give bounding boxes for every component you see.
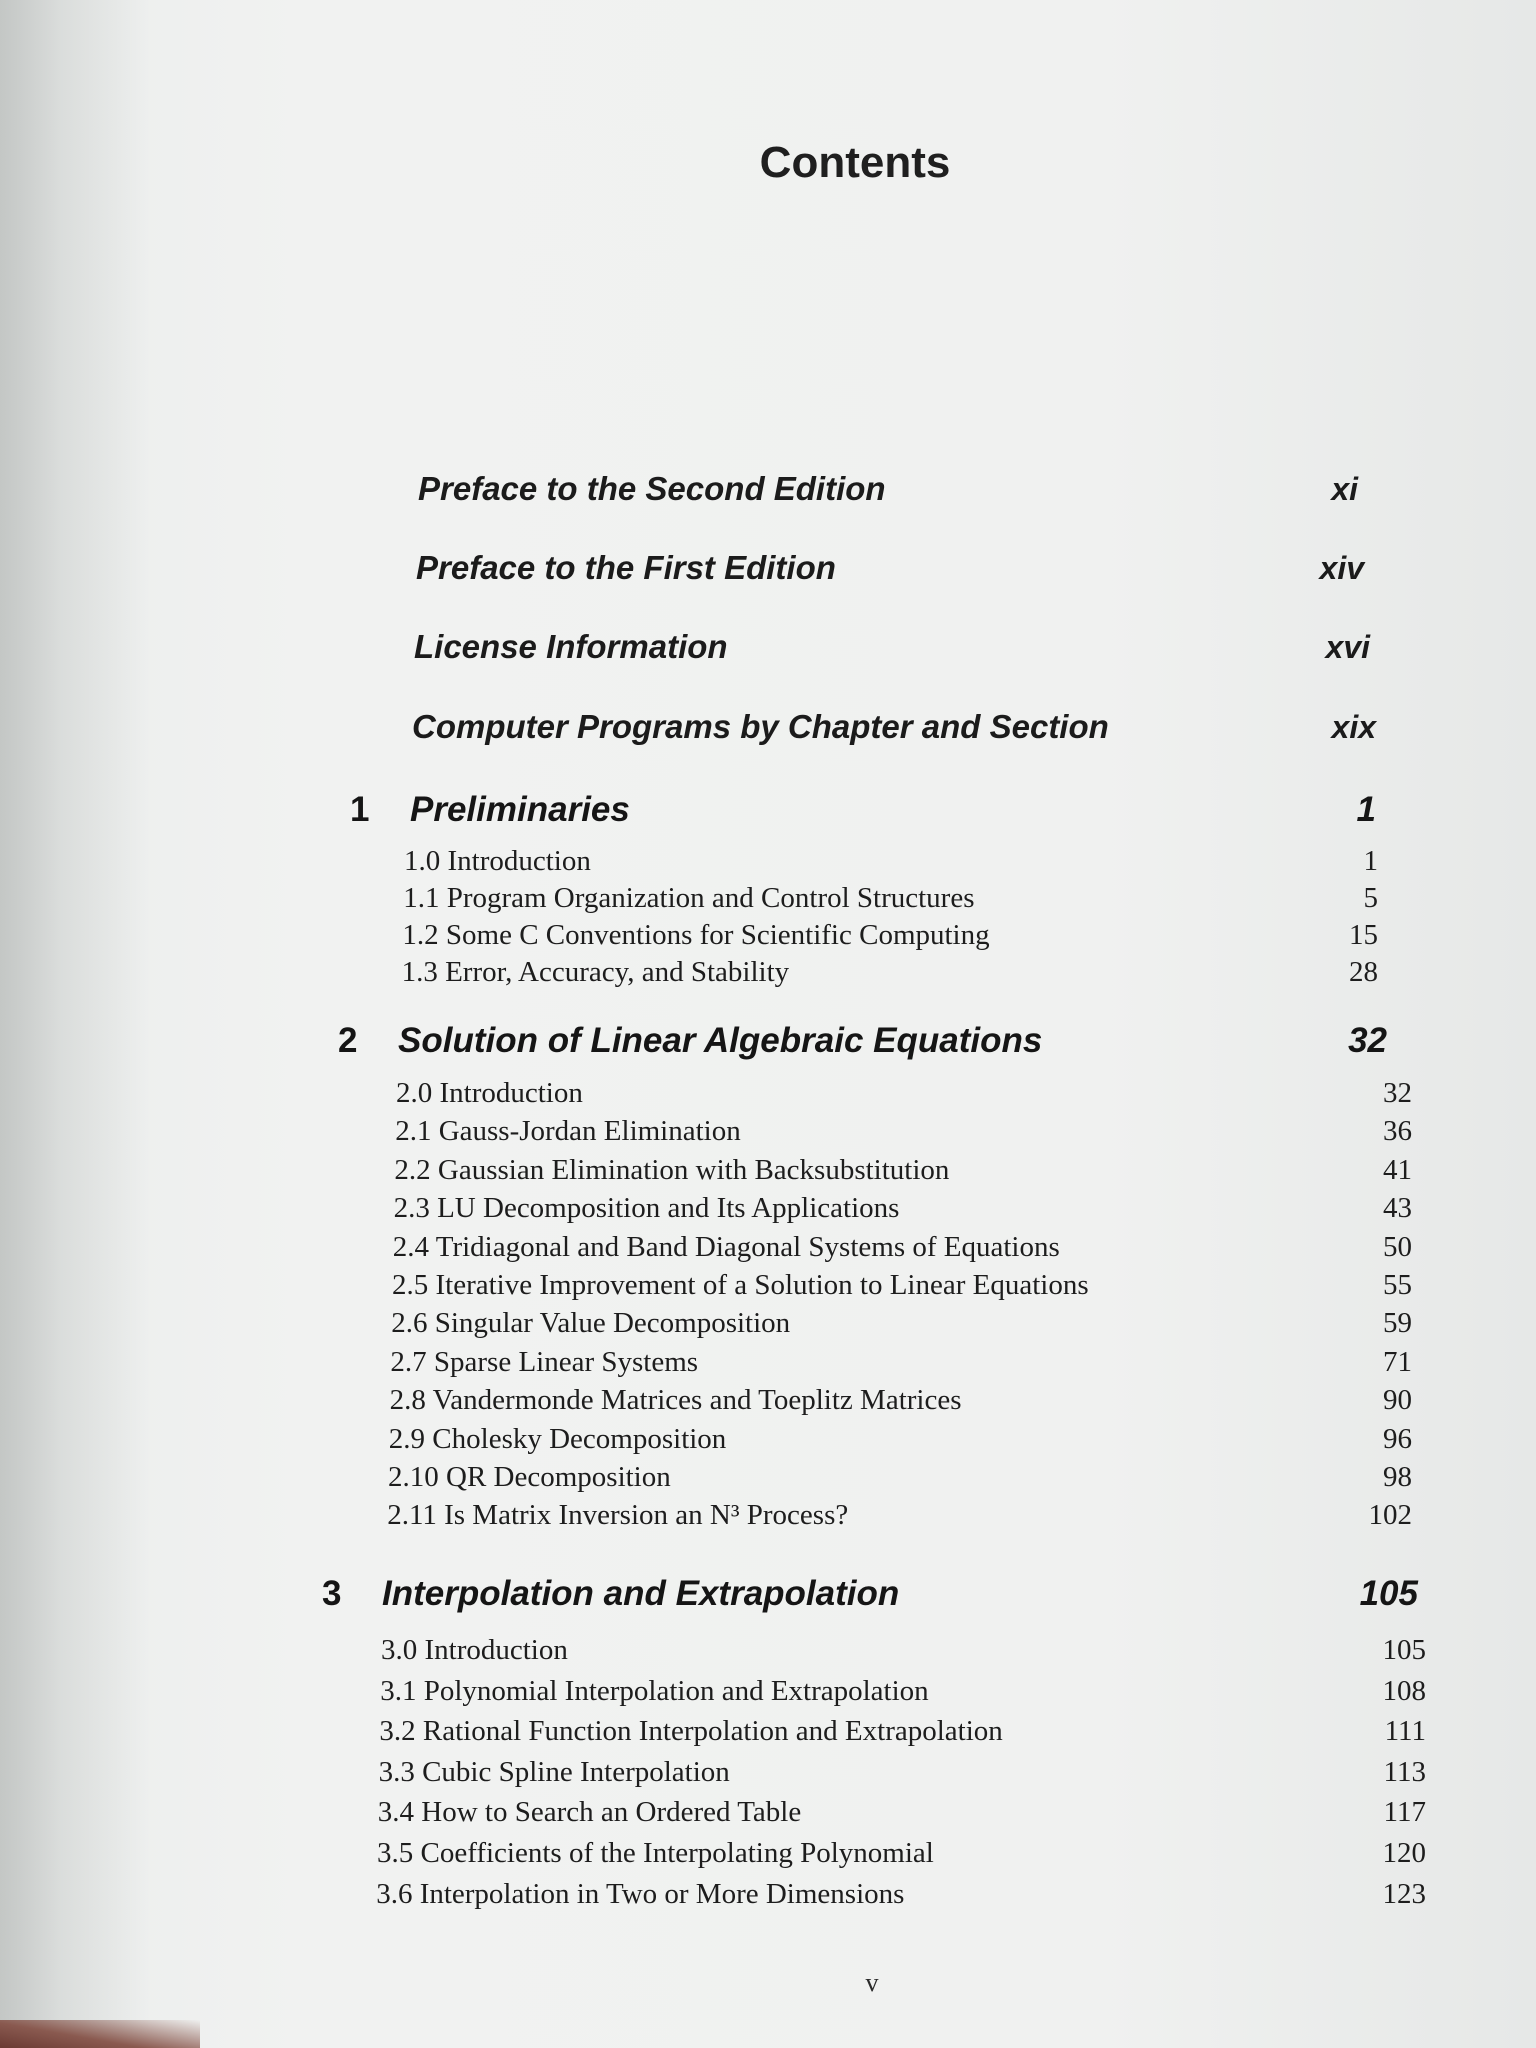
entry-page-number: xix bbox=[1331, 708, 1376, 745]
section-page-number: 28 bbox=[1348, 955, 1378, 988]
section-title: 1.2 Some C Conventions for Scientific Computing bbox=[402, 918, 990, 951]
section-title: 2.4 Tridiagonal and Band Diagonal Systems of Equations bbox=[392, 1230, 1060, 1263]
section-title: 3.2 Rational Function Interpolation and Extrapolation bbox=[379, 1714, 1003, 1747]
chapter-number: 1 bbox=[350, 790, 370, 829]
section-title: 3.0 Introduction bbox=[381, 1633, 568, 1666]
section-page-number: 15 bbox=[1348, 918, 1378, 951]
front-matter-entry bbox=[418, 467, 1358, 511]
section-entry bbox=[402, 954, 1378, 990]
chapter-title: Interpolation and Extrapolation bbox=[382, 1574, 900, 1613]
section-page-number: 108 bbox=[1382, 1674, 1426, 1707]
section-page-number: 41 bbox=[1382, 1153, 1412, 1186]
section-entry bbox=[389, 1421, 1412, 1457]
section-page-number: 96 bbox=[1382, 1422, 1412, 1455]
section-page-number: 98 bbox=[1383, 1460, 1412, 1493]
section-title: 2.6 Singular Value Decomposition bbox=[391, 1306, 791, 1339]
section-entry bbox=[403, 880, 1378, 916]
section-title: 2.3 LU Decomposition and Its Applications bbox=[393, 1191, 900, 1224]
section-page-number: 117 bbox=[1383, 1795, 1426, 1828]
section-page-number: 50 bbox=[1382, 1230, 1412, 1263]
section-title: 2.7 Sparse Linear Systems bbox=[390, 1345, 699, 1378]
chapter-page-number: 1 bbox=[1356, 790, 1376, 829]
section-entry bbox=[391, 1305, 1412, 1341]
section-title: 1.0 Introduction bbox=[404, 844, 591, 877]
section-title: 3.1 Polynomial Interpolation and Extrapolation bbox=[380, 1674, 929, 1707]
section-page-number: 105 bbox=[1382, 1633, 1426, 1666]
section-page-number: 36 bbox=[1382, 1114, 1412, 1147]
section-title: 2.8 Vandermonde Matrices and Toeplitz Matrices bbox=[389, 1383, 962, 1416]
section-page-number: 55 bbox=[1383, 1268, 1412, 1301]
section-page-number: 111 bbox=[1384, 1714, 1426, 1747]
section-entry bbox=[388, 1459, 1412, 1495]
section-title: 1.3 Error, Accuracy, and Stability bbox=[401, 955, 790, 988]
section-entry bbox=[379, 1713, 1426, 1749]
section-entry bbox=[395, 1113, 1412, 1149]
section-title: 3.3 Cubic Spline Interpolation bbox=[378, 1755, 730, 1788]
chapter-heading bbox=[338, 1019, 1387, 1063]
section-title: 2.5 Iterative Improvement of a Solution to Linear Equations bbox=[392, 1268, 1089, 1301]
section-entry bbox=[392, 1267, 1412, 1303]
section-entry bbox=[387, 1497, 1412, 1533]
page-corner-shadow bbox=[0, 2020, 200, 2048]
page-title: Contents bbox=[759, 138, 951, 187]
entry-page-number: xvi bbox=[1325, 628, 1370, 665]
section-entry bbox=[394, 1190, 1412, 1226]
section-entry bbox=[394, 1152, 1412, 1188]
section-title: 1.1 Program Organization and Control Structures bbox=[403, 881, 975, 914]
section-page-number: 113 bbox=[1383, 1755, 1426, 1788]
entry-title: Preface to the Second Edition bbox=[418, 470, 886, 507]
section-entry bbox=[396, 1075, 1412, 1111]
section-entry bbox=[379, 1754, 1426, 1790]
section-page-number: 59 bbox=[1382, 1306, 1412, 1339]
chapter-number: 2 bbox=[338, 1021, 358, 1060]
chapter-number: 3 bbox=[322, 1574, 342, 1613]
section-entry bbox=[390, 1344, 1412, 1380]
chapter-heading bbox=[350, 788, 1376, 832]
section-page-number: 102 bbox=[1368, 1498, 1412, 1531]
chapter-page-number: 32 bbox=[1348, 1021, 1387, 1060]
section-page-number: 120 bbox=[1382, 1836, 1426, 1869]
entry-title: Preface to the First Edition bbox=[416, 549, 836, 586]
section-title: 3.6 Interpolation in Two or More Dimensions bbox=[376, 1877, 905, 1910]
entry-page-number: xi bbox=[1331, 470, 1358, 507]
section-title: 2.2 Gaussian Elimination with Backsubstitution bbox=[394, 1153, 950, 1186]
section-entry bbox=[404, 843, 1378, 879]
page-number: v bbox=[865, 1968, 879, 1997]
section-entry bbox=[376, 1876, 1426, 1912]
chapter-title: Preliminaries bbox=[410, 790, 630, 829]
entry-page-number: xiv bbox=[1319, 549, 1364, 586]
section-page-number: 71 bbox=[1382, 1345, 1412, 1378]
section-page-number: 1 bbox=[1363, 844, 1378, 877]
section-entry bbox=[378, 1794, 1426, 1830]
section-entry bbox=[381, 1632, 1426, 1668]
section-page-number: 123 bbox=[1382, 1877, 1426, 1910]
front-matter-entry bbox=[412, 705, 1376, 749]
section-title: 2.0 Introduction bbox=[396, 1076, 583, 1109]
entry-title: License Information bbox=[414, 628, 728, 665]
section-title: 2.11 Is Matrix Inversion an N³ Process? bbox=[387, 1498, 849, 1531]
section-title: 2.1 Gauss-Jordan Elimination bbox=[395, 1114, 741, 1147]
section-page-number: 90 bbox=[1382, 1383, 1412, 1416]
chapter-heading bbox=[322, 1572, 1418, 1616]
front-matter-entry bbox=[414, 625, 1370, 669]
section-page-number: 5 bbox=[1363, 881, 1378, 914]
section-title: 3.5 Coefficients of the Interpolating Polynomial bbox=[377, 1836, 934, 1869]
front-matter-entry bbox=[416, 546, 1364, 590]
section-title: 2.9 Cholesky Decomposition bbox=[388, 1422, 727, 1455]
section-entry bbox=[390, 1382, 1412, 1418]
section-entry bbox=[402, 917, 1378, 953]
section-title: 3.4 How to Search an Ordered Table bbox=[377, 1795, 802, 1828]
chapter-page-number: 105 bbox=[1359, 1574, 1418, 1613]
section-entry bbox=[393, 1229, 1412, 1265]
entry-title: Computer Programs by Chapter and Section bbox=[412, 708, 1109, 745]
chapter-title: Solution of Linear Algebraic Equations bbox=[398, 1021, 1043, 1060]
section-entry bbox=[380, 1673, 1426, 1709]
section-page-number: 32 bbox=[1383, 1076, 1412, 1109]
section-title: 2.10 QR Decomposition bbox=[388, 1460, 671, 1493]
section-page-number: 43 bbox=[1382, 1191, 1412, 1224]
section-entry bbox=[377, 1835, 1426, 1871]
